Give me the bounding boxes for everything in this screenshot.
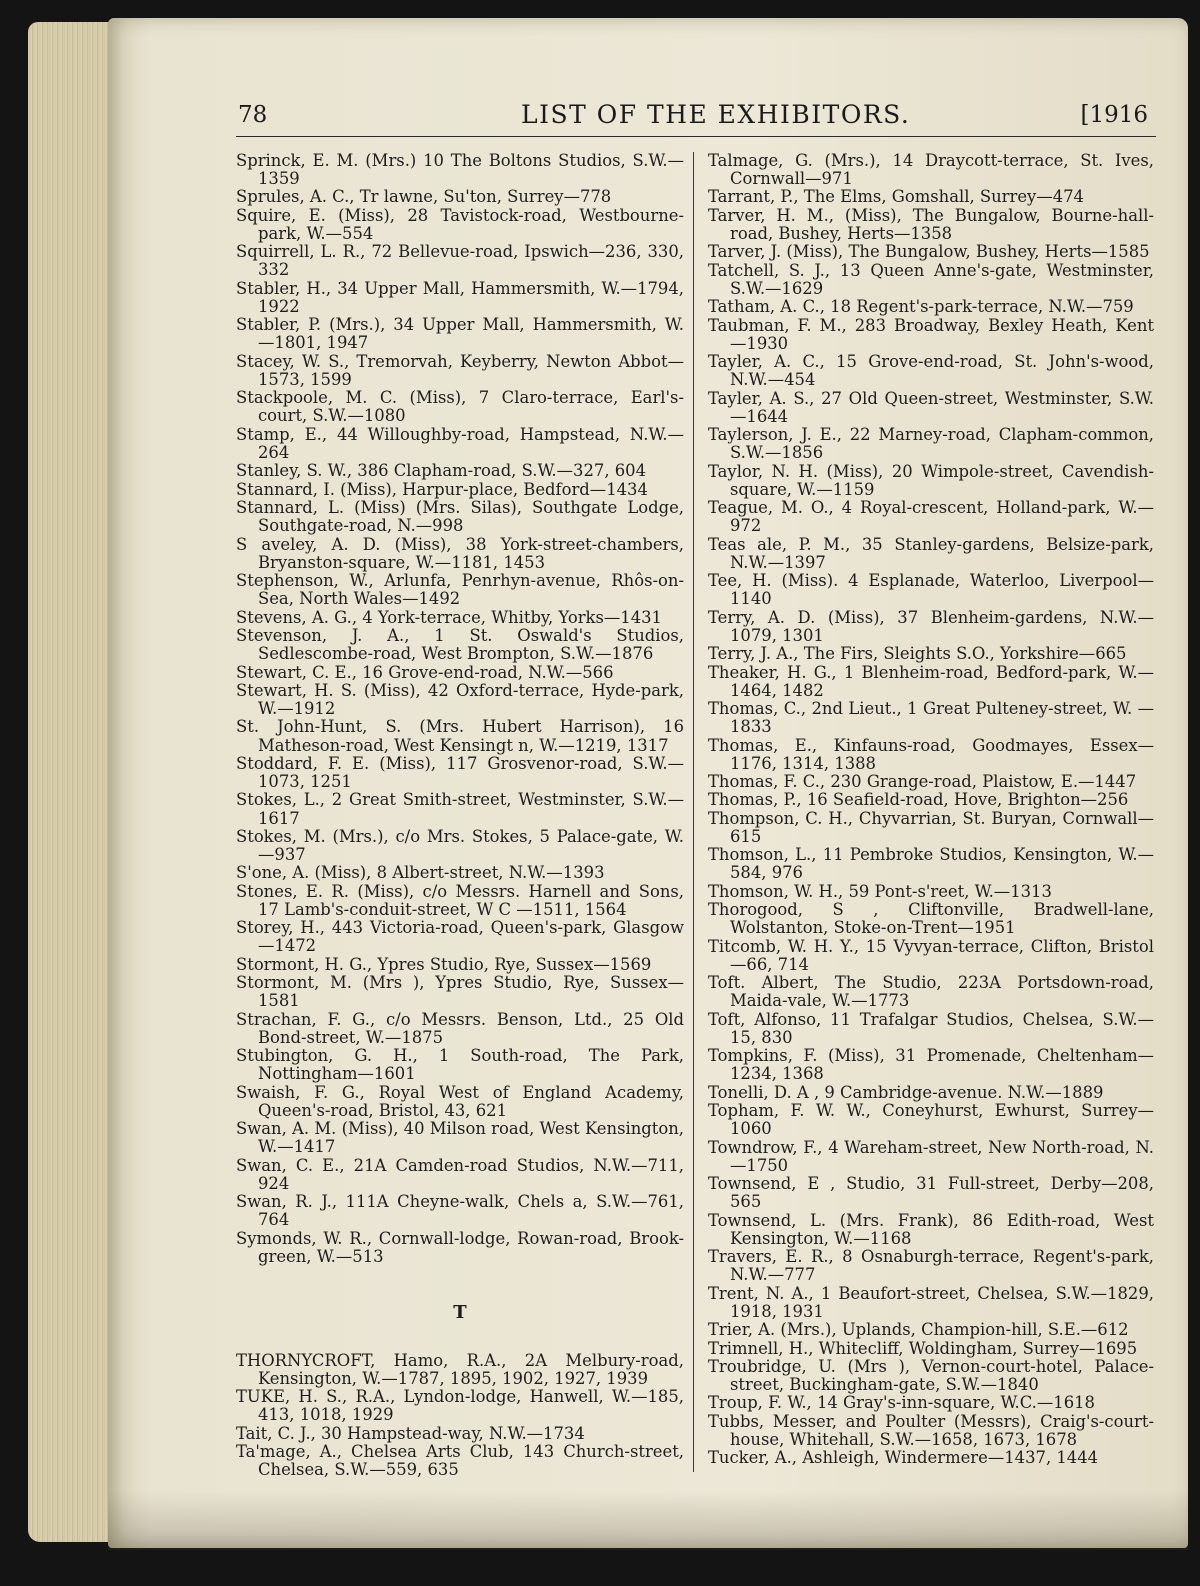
exhibitor-entry: Ta'mage, A., Chelsea Arts Club, 143 Church-street, Chelsea, S.W.—559, 635 [236,1442,684,1480]
exhibitor-entry: THORNYCROFT, Hamo, R.A., 2A Melbury-road, Kensington, W.—1787, 1895, 1902, 1927, 1939 [236,1350,684,1388]
exhibitor-entry: Taylor, N. H. (Miss), 20 Wimpole-street, Cavendish-square, W.—1159 [708,461,1154,499]
exhibitor-entry: Thomas, F. C., 230 Grange-road, Plaistow, E.—1447 [708,772,1137,792]
exhibitor-entry: Strachan, F. G., c/o Messrs. Benson, Ltd., 25 Old Bond-street, W.—1875 [236,1009,684,1047]
exhibitor-entry: Stokes, M. (Mrs.), c/o Mrs. Stokes, 5 Palace-gate, W. —937 [236,826,684,864]
exhibitor-entry: Stormont, H. G., Ypres Studio, Rye, Sussex—1569 [236,954,652,974]
exhibitor-entry: Tonelli, D. A , 9 Cambridge-avenue. N.W.—1889 [708,1082,1104,1102]
page-header [236,96,1156,136]
exhibitor-entry: Stewart, H. S. (Miss), 42 Oxford-terrace, Hyde-park, W.—1912 [236,681,684,719]
exhibitor-entry: Sprules, A. C., Tr lawne, Su'ton, Surrey—778 [236,187,612,207]
exhibitor-entry: Swaish, F. G., Royal West of England Academy, Queen's-road, Bristol, 43, 621 [236,1082,684,1120]
exhibitor-entry: Teague, M. O., 4 Royal-crescent, Holland-park, W.—972 [708,498,1154,536]
entries-t-list [236,1352,684,1480]
exhibitor-entry: Tait, C. J., 30 Hampstead-way, N.W.—1734 [236,1423,585,1443]
exhibitor-entry: Thomas, E., Kinfauns-road, Goodmayes, Essex—1176, 1314, 1388 [708,735,1154,773]
exhibitor-entry: Titcomb, W. H. Y., 15 Vyvyan-terrace, Clifton, Bristol —66, 714 [708,936,1154,974]
exhibitor-entry: Taylerson, J. E., 22 Marney-road, Clapham-common, S.W.—1856 [708,425,1154,463]
page-number: 78 [238,102,268,128]
exhibitor-entry: Stacey, W. S., Tremorvah, Keyberry, Newton Abbot—1573, 1599 [236,351,684,389]
page-bottom-shadow [108,1490,1188,1550]
exhibitor-entry: Thorogood, S , Cliftonville, Bradwell-lane, Wolstanton, Stoke-on-Trent—1951 [708,900,1154,938]
page-title: LIST OF THE EXHIBITORS. [521,100,911,129]
exhibitor-entry: Swan, R. J., 111A Cheyne-walk, Chels a, S.W.—761, 764 [236,1192,684,1230]
exhibitor-entry: Stones, E. R. (Miss), c/o Messrs. Harnell and Sons, 17 Lamb's-conduit-street, W C —1511, 1564 [236,881,684,919]
exhibitor-entry: Townsend, L. (Mrs. Frank), 86 Edith-road, West Kensington, W.—1168 [708,1210,1154,1248]
exhibitor-entry: Storey, H., 443 Victoria-road, Queen's-park, Glasgow—1472 [236,918,684,956]
exhibitor-entry: Stormont, M. (Mrs ), Ypres Studio, Rye, Sussex—1581 [236,973,684,1011]
column-divider [693,152,694,1472]
header-rule [236,136,1156,137]
exhibitor-entry: Stabler, H., 34 Upper Mall, Hammersmith, W.—1794, 1922 [236,278,684,316]
page-year: [1916 [1080,102,1148,128]
exhibitor-entry: Stoddard, F. E. (Miss), 117 Grosvenor-road, S.W.—1073, 1251 [236,753,684,792]
exhibitor-entry: Terry, J. A., The Firs, Sleights S.O., Yorkshire—665 [708,644,1127,664]
exhibitor-entry: Topham, F. W. W., Coneyhurst, Ewhurst, Surrey—1060 [708,1101,1154,1139]
exhibitor-entry: Theaker, H. G., 1 Blenheim-road, Bedford-park, W.—1464, 1482 [708,662,1154,700]
exhibitor-entry: Stephenson, W., Arlunfa, Penrhyn-avenue, Rhôs-on-Sea, North Wales—1492 [236,571,684,609]
exhibitor-entry: Tarver, J. (Miss), The Bungalow, Bushey, Herts—1585 [708,242,1150,262]
entries-right-list [708,152,1154,1467]
exhibitor-entry: Troup, F. W., 14 Gray's-inn-square, W.C.—1618 [708,1393,1095,1413]
exhibitor-entry: Trent, N. A., 1 Beaufort-street, Chelsea, S.W.—1829, 1918, 1931 [708,1283,1154,1321]
exhibitor-entry: Thomson, L., 11 Pembroke Studios, Kensington, W.—584, 976 [708,845,1154,883]
exhibitor-entry: Tucker, A., Ashleigh, Windermere—1437, 1444 [708,1448,1099,1468]
exhibitor-entry: Thomas, P., 16 Seafield-road, Hove, Brighton—256 [708,790,1129,810]
exhibitor-entry: Swan, C. E., 21A Camden-road Studios, N.W.—711, 924 [236,1155,684,1193]
left-column [236,152,684,1480]
exhibitor-entry: Thomas, C., 2nd Lieut., 1 Great Pulteney-street, W. —1833 [708,699,1154,737]
exhibitor-entry: Trimnell, H., Whitecliff, Woldingham, Surrey—1695 [708,1338,1138,1358]
exhibitor-entry: Symonds, W. R., Cornwall-lodge, Rowan-road, Brook-green, W.—513 [236,1228,684,1266]
exhibitor-entry: S aveley, A. D. (Miss), 38 York-street-chambers, Bryanston-square, W.—1181, 1453 [236,534,684,572]
exhibitor-entry: Toft, Alfonso, 11 Trafalgar Studios, Chelsea, S.W.—15, 830 [708,1009,1154,1047]
exhibitor-entry: Stannard, L. (Miss) (Mrs. Silas), Southgate Lodge, Southgate-road, N.—998 [236,498,684,536]
exhibitor-entry: Tompkins, F. (Miss), 31 Promenade, Cheltenham—1234, 1368 [708,1046,1154,1084]
exhibitor-entry: Thomson, W. H., 59 Pont-s'reet, W.—1313 [708,881,1052,901]
exhibitor-entry: Troubridge, U. (Mrs ), Vernon-court-hotel, Palace-street, Buckingham-gate, S.W.—1840 [708,1356,1154,1394]
exhibitor-entry: Stubington, G. H., 1 South-road, The Park, Nottingham—1601 [236,1046,684,1084]
exhibitor-entry: Teas ale, P. M., 35 Stanley-gardens, Belsize-park, N.W.—1397 [708,534,1154,572]
exhibitor-entry: Sprinck, E. M. (Mrs.) 10 The Boltons Studios, S.W.—1359 [236,151,684,189]
exhibitor-entry: Towndrow, F., 4 Wareham-street, New North-road, N. —1750 [708,1137,1154,1175]
exhibitor-entry: Talmage, G. (Mrs.), 14 Draycott-terrace, St. Ives, Cornwall—971 [708,151,1154,189]
exhibitor-entry: Stevenson, J. A., 1 St. Oswald's Studios, Sedlescombe-road, West Brompton, S.W.—1876 [236,626,684,664]
exhibitor-entry: Tee, H. (Miss). 4 Esplanade, Waterloo, Liverpool—1140 [708,571,1154,609]
right-column [708,152,1154,1468]
exhibitor-entry: Stamp, E., 44 Willoughby-road, Hampstead, N.W.—264 [236,424,684,462]
exhibitor-entry: Tatchell, S. J., 13 Queen Anne's-gate, Westminster, S.W.—1629 [708,260,1154,298]
exhibitor-entry: Stannard, I. (Miss), Harpur-place, Bedford—1434 [236,479,648,499]
exhibitor-entry: TUKE, H. S., R.A., Lyndon-lodge, Hanwell, W.—185, 413, 1018, 1929 [236,1387,684,1425]
exhibitor-entry: Terry, A. D. (Miss), 37 Blenheim-gardens, N.W.—1079, 1301 [708,607,1154,645]
exhibitor-entry: Tubbs, Messer, and Poulter (Messrs), Craig's-court-house, Whitehall, S.W.—1658, 1673, 1678 [708,1411,1154,1449]
exhibitor-entry: Stokes, L., 2 Great Smith-street, Westminster, S.W.—1617 [236,790,684,828]
exhibitor-entry: St. John-Hunt, S. (Mrs. Hubert Harrison), 16 Matheson-road, West Kensingt n, W.—1219, 1317 [236,717,684,755]
exhibitor-entry: S'one, A. (Miss), 8 Albert-street, N.W.—1393 [236,863,605,883]
exhibitor-entry: Stackpoole, M. C. (Miss), 7 Claro-terrace, Earl's-court, S.W.—1080 [236,388,684,426]
exhibitor-entry: Tarver, H. M., (Miss), The Bungalow, Bourne-hall-road, Bushey, Herts—1358 [708,205,1154,243]
exhibitor-entry: Stanley, S. W., 386 Clapham-road, S.W.—327, 604 [236,461,647,481]
exhibitor-entry: Toft. Albert, The Studio, 223A Portsdown-road, Maida-vale, W.—1773 [708,973,1154,1011]
entries-s-list [236,152,684,1266]
section-letter-t: T [453,1301,467,1323]
exhibitor-entry: Tayler, A. S., 27 Old Queen-street, Westminster, S.W. —1644 [708,388,1154,426]
exhibitor-entry: Stevens, A. G., 4 York-terrace, Whitby, Yorks—1431 [236,607,662,627]
exhibitor-entry: Tarrant, P., The Elms, Gomshall, Surrey—474 [708,187,1084,207]
exhibitor-entry: Squirrell, L. R., 72 Bellevue-road, Ipswich—236, 330, 332 [236,242,684,280]
exhibitor-entry: Travers, E. R., 8 Osnaburgh-terrace, Regent's-park, N.W.—777 [708,1247,1154,1285]
exhibitor-entry: Squire, E. (Miss), 28 Tavistock-road, Westbourne-park, W.—554 [236,205,684,243]
exhibitor-entry: Thompson, C. H., Chyvarrian, St. Buryan, Cornwall—615 [708,808,1154,846]
exhibitor-entry: Taubman, F. M., 283 Broadway, Bexley Heath, Kent —1930 [708,315,1154,353]
exhibitor-entry: Stewart, C. E., 16 Grove-end-road, N.W.—566 [236,662,614,682]
exhibitor-entry: Townsend, E , Studio, 31 Full-street, Derby—208, 565 [708,1174,1154,1212]
exhibitor-entry: Swan, A. M. (Miss), 40 Milson road, West Kensington, W.—1417 [236,1119,684,1157]
exhibitor-entry: Tayler, A. C., 15 Grove-end-road, St. John's-wood, N.W.—454 [708,352,1154,390]
exhibitor-entry: Trier, A. (Mrs.), Uplands, Champion-hill, S.E.—612 [708,1320,1129,1340]
exhibitor-entry: Stabler, P. (Mrs.), 34 Upper Mall, Hammersmith, W. —1801, 1947 [236,315,684,353]
exhibitor-entry: Tatham, A. C., 18 Regent's-park-terrace, N.W.—759 [708,297,1134,317]
